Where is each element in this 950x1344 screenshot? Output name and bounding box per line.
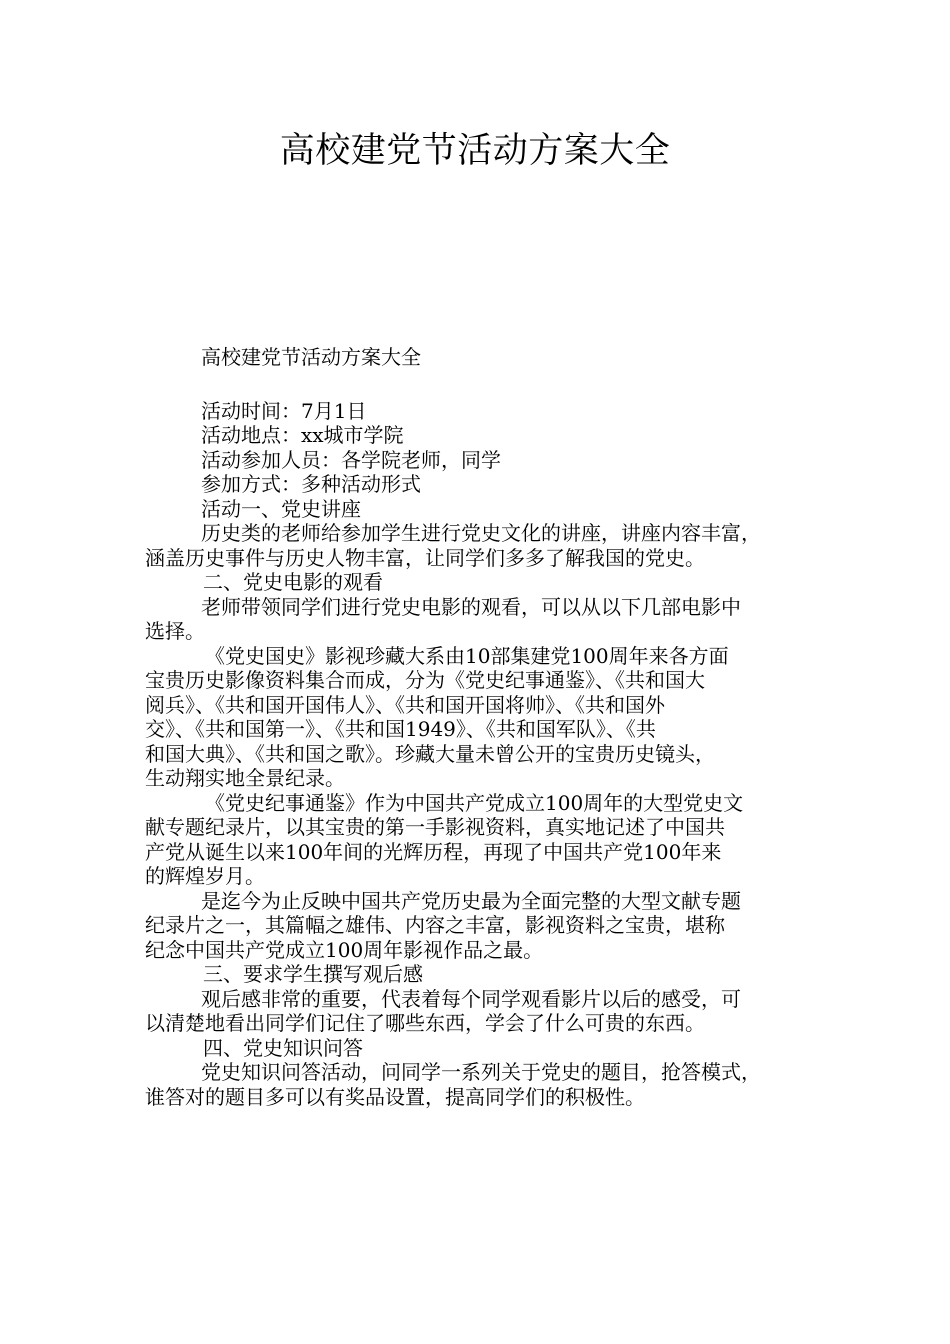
document-subtitle: 高校建党节活动方案大全 bbox=[201, 345, 421, 369]
paragraph-line: 是迄今为止反映中国共产党历史最为全面完整的大型文献专题 bbox=[201, 888, 741, 913]
paragraph-line: 观后感非常的重要，代表着每个同学观看影片以后的感受，可 bbox=[201, 986, 741, 1011]
activity-participants: 活动参加人员：各学院老师，同学 bbox=[201, 447, 501, 472]
paragraph-line: 《党史纪事通鉴》作为中国共产党成立100周年的大型党史文 bbox=[205, 790, 744, 815]
paragraph-line: 纪念中国共产党成立100周年影视作品之最。 bbox=[145, 937, 544, 962]
paragraph-line: 党史知识问答活动，问同学一系列关于党史的题目，抢答模式， bbox=[201, 1060, 761, 1084]
paragraph-line: 《党史国史》影视珍藏大系由10部集建党100周年来各方面 bbox=[205, 643, 729, 668]
paragraph-line: 老师带领同学们进行党史电影的观看，可以从以下几部电影中 bbox=[201, 594, 741, 619]
document-title: 高校建党节活动方案大全 bbox=[279, 131, 671, 171]
paragraph-line: 历史类的老师给参加学生进行党史文化的讲座，讲座内容丰富， bbox=[201, 521, 761, 545]
paragraph-line: 生动翔实地全景纪录。 bbox=[145, 766, 345, 790]
activity-time: 活动时间：7月1日 bbox=[201, 398, 367, 423]
document-body bbox=[145, 345, 821, 1109]
paragraph-line: 和国大典》、《共和国之歌》。珍藏大量未曾公开的宝贵历史镜头， bbox=[145, 741, 715, 766]
section-heading-4: 四、党史知识问答 bbox=[203, 1035, 363, 1060]
paragraph-line: 献专题纪录片，以其宝贵的第一手影视资料，真实地记述了中国共 bbox=[145, 815, 725, 839]
paragraph-line: 谁答对的题目多可以有奖品设置，提高同学们的积极性。 bbox=[145, 1084, 645, 1109]
section-heading-2: 二、党史电影的观看 bbox=[203, 570, 383, 594]
paragraph-line: 纪录片之一，其篇幅之雄伟、内容之丰富，影视资料之宝贵，堪称 bbox=[145, 913, 725, 937]
paragraph-line: 宝贵历史影像资料集合而成，分为《党史纪事通鉴》、《共和国大 bbox=[145, 668, 705, 692]
paragraph-line: 涵盖历史事件与历史人物丰富，让同学们多多了解我国的党史。 bbox=[145, 545, 705, 570]
paragraph-line: 产党从诞生以来100年间的光辉历程，再现了中国共产党100年来 bbox=[145, 839, 722, 864]
section-heading-3: 三、要求学生撰写观后感 bbox=[203, 962, 423, 986]
paragraph-line: 的辉煌岁月。 bbox=[145, 864, 265, 888]
activity-place: 活动地点：xx城市学院 bbox=[201, 423, 404, 447]
paragraph-line: 交》、《共和国第一》、《共和国1949》、《共和国军队》、《共 bbox=[145, 717, 656, 741]
blank-line bbox=[145, 370, 821, 399]
paragraph-line: 阅兵》、《共和国开国伟人》、《共和国开国将帅》、《共和国外 bbox=[145, 692, 665, 717]
paragraph-line: 以清楚地看出同学们记住了哪些东西，学会了什么可贵的东西。 bbox=[145, 1011, 705, 1035]
activity-method: 参加方式：多种活动形式 bbox=[201, 472, 421, 496]
section-heading-1: 活动一、党史讲座 bbox=[201, 496, 361, 521]
paragraph-line: 选择。 bbox=[145, 619, 205, 643]
